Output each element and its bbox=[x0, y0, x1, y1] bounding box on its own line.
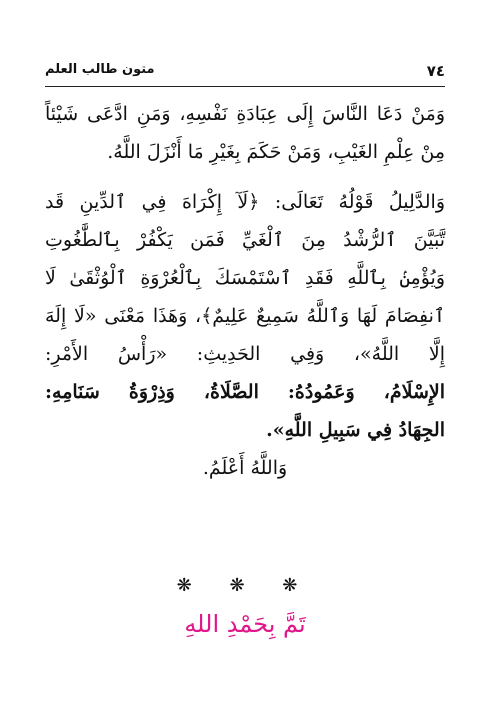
running-title: متون طالب العلم bbox=[45, 62, 155, 77]
paragraph-2 bbox=[45, 183, 445, 487]
paragraph-1-line-1: وَمَنْ دَعَا النَّاسَ إِلَى عِبَادَةِ نَفْسِهِ، وَمَنِ ادَّعَى شَيْئاً bbox=[45, 103, 445, 125]
paragraph-2-line-5: إِلَّا اللَّهُ»، وَفِي الحَدِيثِ: «رَأْسُ الأَمْرِ: bbox=[45, 343, 445, 365]
closing-line: وَاللَّهُ أَعْلَمُ. bbox=[202, 457, 288, 479]
paragraph-2-line-6: الإِسْلَامُ، وَعَمُودُهُ: الصَّلَاةُ، وَذِرْوَةُ سَنَامِهِ: bbox=[45, 381, 445, 403]
paragraph-2-line-4: ٱنفِصَامَ لَهَا وَٱللَّهُ سَمِيعٌ عَلِيمٌ﴾، وَهَذَا مَعْنَى «لَا إِلَهَ bbox=[45, 305, 445, 327]
page-number: ٧٤ bbox=[426, 62, 445, 80]
paragraph-2-line-3: وَيُؤْمِنۢ بِٱللَّهِ فَقَدِ ٱسْتَمْسَكَ بِٱلْعُرْوَةِ ٱلْوُثْقَىٰ لَا bbox=[45, 267, 445, 289]
finis-calligraphy: تَمَّ بِحَمْدِ اللهِ bbox=[184, 610, 306, 638]
paragraph-2-line-7: الجِهَادُ فِي سَبِيلِ اللَّهِ». bbox=[266, 419, 445, 441]
paragraph-1-line-2: مِنْ عِلْمِ الغَيْبِ، وَمَنْ حَكَمَ بِغَيْرِ مَا أَنْزَلَ اللَّهُ. bbox=[107, 141, 445, 163]
section-ornament: ❋ ❋ ❋ bbox=[176, 575, 314, 596]
paragraph-1 bbox=[45, 95, 445, 171]
header-divider bbox=[45, 86, 445, 87]
paragraph-2-line-1: وَالدَّلِيلُ قَوْلُهُ تَعَالَى: ﴿لَآ إِكْرَاهَ فِي ٱلدِّينِ قَد bbox=[45, 191, 445, 213]
page-header bbox=[45, 62, 445, 84]
paragraph-2-line-2: تَّبَيَّنَ ٱلرُّشْدُ مِنَ ٱلْغَيِّ فَمَن يَكْفُرْ بِٱلطَّٰغُوتِ bbox=[45, 229, 445, 251]
